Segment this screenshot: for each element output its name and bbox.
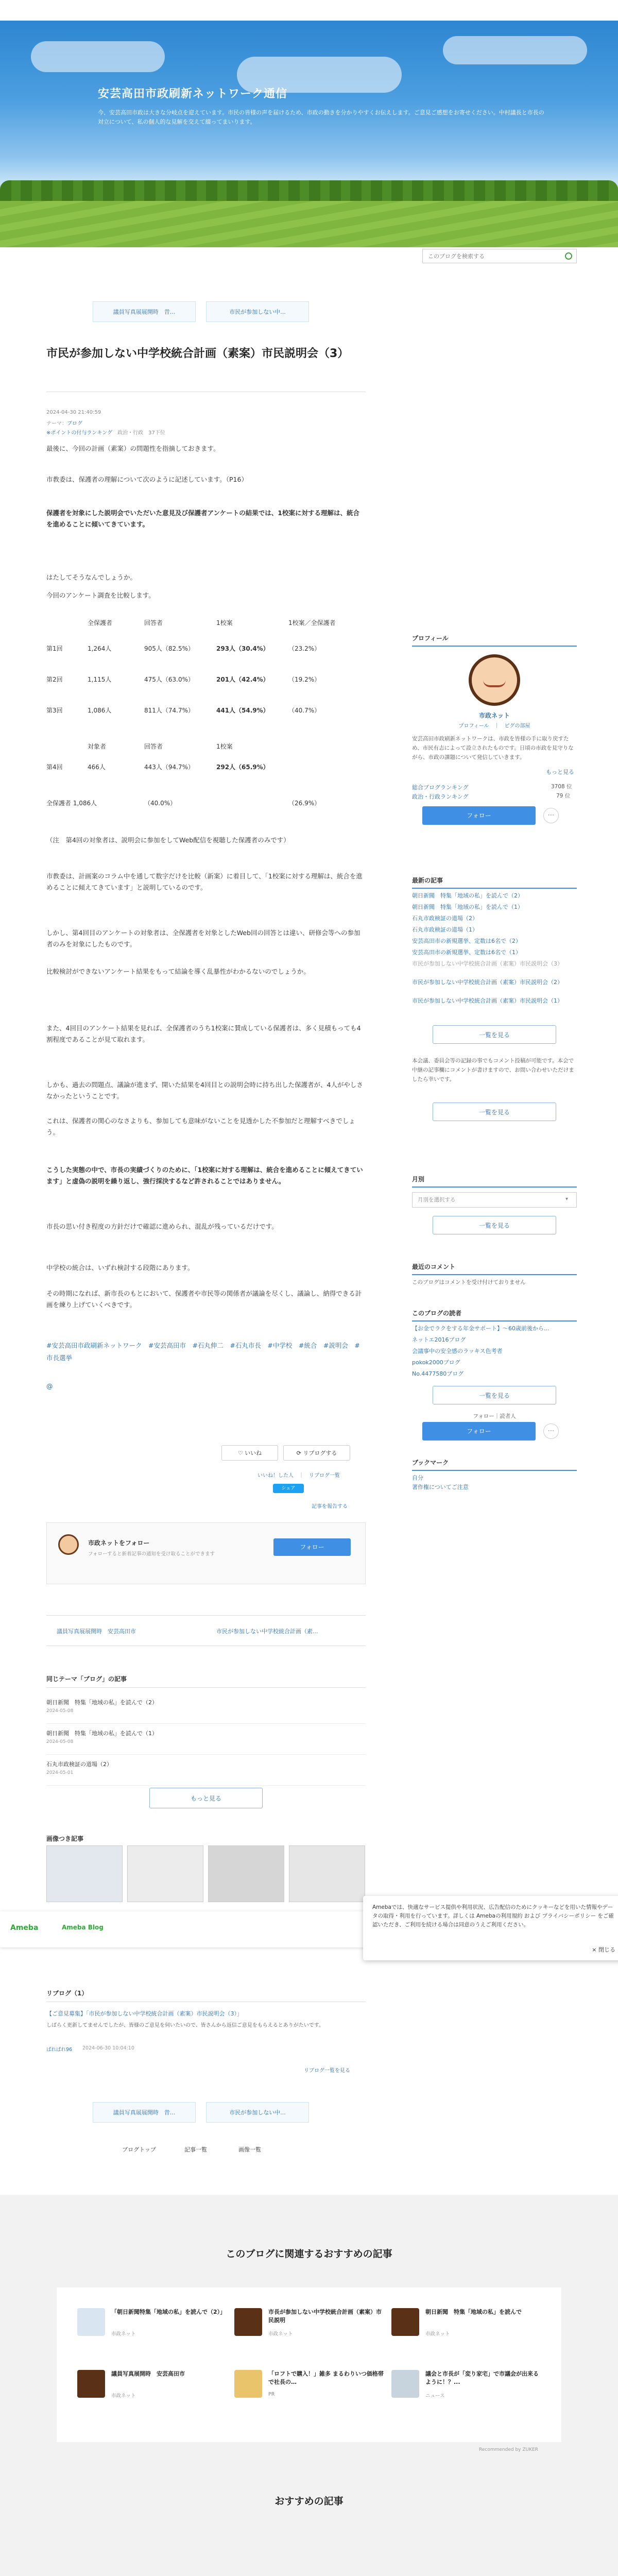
comments-text: このブログはコメントを受け付けておりません: [412, 1279, 526, 1285]
avatar[interactable]: [58, 1534, 79, 1555]
recommend-source: ニュース: [425, 2393, 445, 2399]
survey-table-1: [46, 618, 366, 721]
entry-thumbnail[interactable]: [46, 1845, 123, 1902]
recommend-section: [0, 2195, 618, 2576]
treeline-decoration: [0, 180, 618, 201]
list-item-date: 2024-05-01: [46, 1770, 74, 1775]
share-button[interactable]: シェア: [273, 1484, 304, 1493]
sidebar-entry-link[interactable]: 朝日新聞 特集「地域の私」を読んで（1）: [412, 904, 523, 910]
nav-label: ブログトップ: [50, 252, 88, 260]
table-header: 1校案: [216, 743, 233, 750]
quoted-paragraph: 保護者を対象にした説明会でいただいた意見及び保護者アンケートの結果では、1校案に対する理解は、統合を進めることに傾いてきています。: [46, 509, 359, 528]
reblog-author[interactable]: ぱれぱれ96: [46, 2047, 73, 2053]
entry-theme: [46, 419, 82, 427]
recommend-source: 市政ネット: [268, 2331, 293, 2337]
recommend-source: 市政ネット: [111, 2393, 136, 2399]
reaction-row: [221, 1445, 376, 1466]
like-count-link: いいね！した人 ｜ リブログ一覧: [258, 1473, 340, 1479]
recommend-title[interactable]: 市長が参加しない中学校統合計画（素案）市民説明: [268, 2309, 382, 2324]
recommend-title[interactable]: 議員写真展開時 安芸高田市: [111, 2370, 185, 2377]
sidebar-entry-link[interactable]: 安芸高田市の新規選挙、定数は6名で（1）: [412, 949, 521, 956]
paragraph: しかも、過去の問題点、議論が進まず、開いた結果を4回目との説明会時に持ち出した保護者が、4人がやしさなかったということです。: [46, 1081, 363, 1100]
report-link: [312, 1502, 348, 1510]
recommend-thumbnail: [77, 2370, 105, 2398]
readers-more-button[interactable]: 一覧を見る: [433, 1386, 556, 1404]
list-icon: [98, 252, 104, 259]
reader-link[interactable]: ネットエ2016ブログ: [412, 1336, 466, 1343]
recommend-item[interactable]: [391, 2308, 546, 2349]
table-cell: 1,086人: [88, 707, 112, 714]
like-users-link[interactable]: いいね！した人: [258, 1473, 294, 1479]
sidebar-entry-link[interactable]: 朝日新聞 特集「地域の私」を読んで（2）: [412, 892, 523, 899]
paragraph: これは、保護者の関心のなさよりも、参加しても意味がないことを見透かした不参加だと理解すべきでしょう。: [46, 1117, 355, 1136]
table-cell: 第1回: [46, 645, 63, 652]
paragraph: 市長の思い付き程度の方針だけで確認に進められ、混乱が残っているだけです。: [46, 1223, 278, 1230]
reader-link[interactable]: pokok2000ブログ: [412, 1359, 460, 1366]
hashtag-list[interactable]: #安芸高田市政刷新ネットワーク #安芸高田市 #石丸伸二 #石丸市長 #中学校 #統合 #説明会 #市長選挙: [46, 1342, 360, 1362]
more-button[interactable]: もっと見る: [149, 1788, 263, 1808]
entry-thumbnail[interactable]: [127, 1845, 203, 1902]
table-header: 回答者: [144, 743, 163, 750]
table-header: 全保護者: [88, 619, 113, 626]
next-entry-link[interactable]: 市民が参加しない中学校統合計画（素...: [216, 1628, 318, 1635]
blog-search-input[interactable]: [423, 249, 557, 263]
sidebar-note: 本会議、委員会等の記録の事でもコメント投稿が可能です。本会で中継の記事欄にコメントが書けますので、お問い合わせいただけましたら幸いです。: [412, 1058, 574, 1082]
recommend-item[interactable]: [234, 2308, 389, 2349]
section-heading: プロフィール: [412, 634, 577, 647]
recommend-thumbnail: [391, 2370, 419, 2398]
blog-search[interactable]: [422, 249, 577, 263]
ameba-blog-logo[interactable]: Ameba Blog: [62, 1924, 104, 1931]
recommend-credit[interactable]: Recommended by ZUKER: [479, 2447, 538, 2452]
readers-label: フォロー｜読者人: [473, 1413, 516, 1419]
follow-button[interactable]: フォロー: [422, 1422, 536, 1440]
reblog-all-link[interactable]: リブログ一覧を見る: [304, 2068, 350, 2074]
section-heading: 最近のコメント: [412, 1262, 577, 1275]
entry-prevnext: [46, 1615, 366, 1646]
table-cell: 第3回: [46, 707, 63, 714]
recommend-thumbnail: [234, 2370, 262, 2398]
profile-text: 安芸高田市政刷新ネットワークは、市政を皆様の手に取り戻すため、市民有志によって設立されたものです。日頃の市政を見守りながら、市政の課題について発信していきます。: [412, 736, 574, 760]
table-header: 対象者: [88, 743, 107, 750]
entry-thumbnail[interactable]: [208, 1845, 284, 1902]
reblog-quote: しばらく更新してませんでしたが、皆様のご意見を伺いたいので、皆さんから返信ご意見をもらえるとありがたいです。: [46, 2023, 324, 2028]
table-row: [46, 644, 366, 654]
table-cell: 全保護者 1,086人: [46, 800, 97, 807]
reblog-button[interactable]: [283, 1445, 350, 1461]
profile-name[interactable]: 市政ネット: [478, 712, 510, 719]
recommend-thumbnail: [391, 2308, 419, 2336]
sidebar-entry-link-current[interactable]: 市民が参加しない中学校統合計画（素案）市民説明会（3）: [412, 960, 563, 967]
entry-ranking: [46, 428, 165, 436]
section-heading: 画像つき記事: [46, 1835, 84, 1842]
paragraph: はたしてそうなんでしょうか。: [46, 573, 137, 581]
entry-thumbnail[interactable]: [289, 1845, 365, 1902]
pager-bottom: [93, 2102, 309, 2123]
recommend-thumbnail: [234, 2308, 262, 2336]
next-entry-link[interactable]: 市民が参加しない中...: [206, 2102, 309, 2123]
blog-title[interactable]: 安芸高田市政刷新ネットワーク通信: [98, 88, 288, 100]
list-item-title[interactable]: 朝日新聞 特集「地域の私」を読んで（2）: [46, 1699, 158, 1706]
section-heading: このブログの読者: [412, 1309, 577, 1321]
archive-select[interactable]: 月別を選択する: [412, 1192, 577, 1208]
sidebar-entry-link[interactable]: 市民が参加しない中学校統合計画（素案）市民説明会（1）: [412, 997, 563, 1004]
paragraph: こうした実態の中で、市長の実績づくりのために、「1校案に対する理解は、統合を進めることに傾えてきています」と虚偽の説明を繰り返し、強行採決するなど許されることではありません。: [46, 1166, 363, 1185]
reblog-date: 2024-06-30 10:04:10: [82, 2045, 134, 2051]
table-cell: （40.7%）: [288, 707, 321, 714]
bookmark-mark[interactable]: @: [46, 1382, 53, 1390]
like-button[interactable]: [221, 1445, 278, 1461]
sidebar-readers: [412, 1309, 577, 1448]
table-header-row: [46, 742, 366, 752]
sidebar-archive: [412, 1175, 577, 1247]
recommend-item[interactable]: [77, 2370, 232, 2411]
table-cell: （40.0%）: [144, 800, 177, 807]
section-heading: 同じテーマ「ブログ」の記事: [46, 1674, 366, 1688]
recommend-source: 市政ネット: [425, 2331, 450, 2337]
ranking-link[interactable]: 総合ブログランキング: [412, 784, 469, 791]
header-banner: [0, 21, 618, 247]
table-cell: 293人（30.4%）: [216, 645, 269, 652]
like-label: いいね: [245, 1450, 262, 1456]
reblog-section: [46, 1989, 366, 2074]
sidebar-latest: [412, 876, 577, 1164]
bottom-nav: [113, 2143, 288, 2159]
prev-entry-link[interactable]: 議員写真展展開時 昔...: [93, 301, 196, 322]
table-row: [46, 706, 366, 716]
section-heading: 月別: [412, 1175, 577, 1188]
close-button[interactable]: × 閉じる: [592, 1946, 615, 1953]
person-icon: [191, 252, 197, 259]
same-theme-section: [46, 1674, 366, 1775]
recommend-item[interactable]: [77, 2308, 232, 2349]
reader-link[interactable]: No.4477580ブログ: [412, 1370, 464, 1377]
report-entry-link[interactable]: 記事を報告する: [312, 1504, 348, 1510]
paragraph: その時期になれば、新市長のもとにおいて、保護者や市民等の関係者が議論を尽くし、議論し、納得できる計画を練り上げていくべきです。: [46, 1290, 362, 1309]
nav-readers[interactable]: [191, 247, 225, 265]
recommend-box: [57, 2287, 561, 2442]
pager-top: [93, 301, 309, 322]
ranking-value: 3708 位: [551, 784, 572, 790]
follow-card-desc: フォローすると新着記事の通知を受け取ることができます: [88, 1551, 215, 1557]
recommend-title[interactable]: 「朝日新聞特集「地域の私」を読んで（2）」: [111, 2309, 226, 2315]
ranking-detail: 政治・行政 37下位: [117, 430, 165, 436]
nav-image-list[interactable]: 画像一覧: [227, 2143, 273, 2157]
cookie-text: Amebaでは、快適なサービス提供や利用状況、広告配信のためにクッキーなどを用いた情報やデータの取得・利用を行っています。詳しくは Amebaの利用規約 および プライバシーポリシー をご確認いただき、ご利用を続ける場合は同意のうえご利用ください。: [372, 1904, 614, 1928]
list-item[interactable]: [46, 1757, 366, 1786]
ranking-link[interactable]: 政治・行政ランキング: [412, 793, 469, 800]
table-cell: 443人（94.7%）: [144, 764, 195, 771]
nav-image-list[interactable]: [144, 247, 178, 265]
follow-card: [46, 1522, 366, 1584]
search-icon[interactable]: [565, 252, 572, 260]
list-item-date: 2024-05-08: [46, 1708, 74, 1714]
sidebar-entry-link[interactable]: 石丸市政検証の道場（1）: [412, 926, 478, 933]
more-icon[interactable]: ⋯: [543, 1423, 559, 1439]
cloud-decoration: [31, 41, 165, 72]
nav-blog-top[interactable]: [41, 247, 88, 265]
paragraph: 市教委は、保護者の理解について次のように記述しています。（P16）: [46, 476, 248, 483]
blog-description: 今、安芸高田市政は大きな分岐点を迎えています。市民の皆様の声を届けるため、市政の動きを分かりやすくお伝えします。ご意見ご感想をお寄せください。中村議長と市長の対立について、私の個人的な見解を交えて綴ってまいります。: [98, 109, 544, 125]
more-icon[interactable]: ⋯: [543, 808, 559, 823]
table-cell: （19.2%）: [288, 676, 321, 683]
table-note: （注 第4回の対象者は、説明会に参加をしてWeb配信を視聴した保護者のみです）: [46, 836, 290, 844]
survey-table-2: [46, 742, 366, 819]
recommend-title[interactable]: 朝日新聞 特集「地域の私」を読んで: [425, 2309, 522, 2315]
recommend-item[interactable]: [234, 2370, 389, 2411]
table-cell: 第4回: [46, 764, 63, 771]
recommend-source: 市政ネット: [111, 2331, 136, 2337]
table-cell: 466人: [88, 764, 106, 771]
next-entry-link[interactable]: 市民が参加しない中...: [206, 301, 309, 322]
sidebar-profile: [412, 634, 577, 871]
table-row: [46, 762, 366, 773]
ranking-value: 79 位: [556, 793, 571, 799]
table-cell: 1,115人: [88, 676, 112, 683]
profile-more-link[interactable]: もっと見る: [546, 769, 574, 775]
paragraph: 中学校の統合は、いずれ検討する段階にあります。: [46, 1264, 194, 1272]
blog-nav: [41, 247, 577, 265]
table-row: [46, 799, 366, 809]
cloud-decoration: [443, 36, 587, 64]
sidebar-comments: [412, 1262, 577, 1298]
reader-link[interactable]: 【お金でラクをする年金サポート】〜60歳前後から...: [412, 1325, 550, 1332]
theme-link[interactable]: ブログ: [67, 421, 82, 427]
home-icon: [41, 252, 47, 259]
paragraph: 最後に、今回の計画（素案）の問題性を指摘しておきます。: [46, 445, 220, 452]
reblog-label: リブログする: [303, 1450, 337, 1456]
list-item-title[interactable]: 石丸市政検証の道場（2）: [46, 1761, 112, 1768]
table-header: 1校案／全保護者: [288, 619, 336, 626]
image-entries: [46, 1834, 366, 1843]
recommend-title[interactable]: 議会と市長が「変り家宅」で市議会が出来るように！？...: [425, 2370, 539, 2385]
entry-title[interactable]: 市民が参加しない中学校統合計画（素案）市民説明会（3）: [46, 347, 349, 360]
recommend-title[interactable]: 「ロフトで購入！」雑多 まるわりいつ価格帯で社長の…: [268, 2370, 384, 2385]
follow-card-name[interactable]: 市政ネットをフォロー: [88, 1539, 150, 1547]
recommend-footer-heading: おすすめの記事: [274, 2496, 344, 2507]
prev-entry-link[interactable]: 議員写真展展開時 安芸高田市: [57, 1628, 136, 1635]
table-row: [46, 675, 366, 685]
table-cell: 441人（54.9%）: [216, 707, 269, 714]
nav-label: 画像一覧: [153, 252, 179, 260]
archive-more-button[interactable]: 一覧を見る: [433, 1216, 556, 1234]
bookmark-link[interactable]: 自分: [412, 1475, 423, 1481]
reblog-icon: ⟳: [296, 1450, 303, 1456]
profile-links[interactable]: プロフィール ｜ ピグの部屋: [458, 723, 530, 729]
field-decoration: [0, 201, 618, 247]
profile-avatar[interactable]: [469, 654, 520, 706]
reblog-list-link[interactable]: リブログ一覧: [309, 1473, 340, 1479]
sidebar-entry-link[interactable]: 石丸市政検証の道場（2）: [412, 915, 478, 922]
recommend-source: PR: [268, 2392, 275, 2397]
ranking-link[interactable]: ※ポイントの付与ランキング: [46, 430, 113, 436]
paragraph: 今回のアンケート調査を比較します。: [46, 591, 155, 599]
table-header-row: [46, 618, 366, 629]
table-cell: 475人（63.0%）: [144, 676, 195, 683]
ameba-logo[interactable]: Ameba: [10, 1924, 39, 1932]
follow-button[interactable]: フォロー: [422, 806, 536, 825]
theme-label: テーマ：: [46, 421, 67, 427]
table-header: 回答者: [144, 619, 163, 626]
table-cell: 811人（74.7%）: [144, 707, 195, 714]
bookmark-link[interactable]: 著作権についてご注意: [412, 1484, 469, 1490]
table-cell: 905人（82.5%）: [144, 645, 195, 652]
nav-entry-list[interactable]: [98, 247, 132, 265]
list-item-title[interactable]: 朝日新聞 特集「地域の私」を読んで（1）: [46, 1730, 158, 1737]
recommend-item[interactable]: [391, 2370, 546, 2411]
recommend-thumbnail: [77, 2308, 105, 2336]
nav-blog-top[interactable]: ブログトップ: [113, 2143, 165, 2157]
nav-label: 記事一覧: [107, 252, 132, 260]
list-item[interactable]: [46, 1726, 366, 1755]
sidebar-entry-link[interactable]: 市民が参加しない中学校統合計画（素案）市民説明会（2）: [412, 979, 563, 986]
sidebar-note-more-button[interactable]: 一覧を見る: [433, 1103, 556, 1121]
sidebar-entry-link[interactable]: 安芸高田市の新規選挙、定数は6名で（2）: [412, 938, 521, 944]
reader-link[interactable]: 会議事中の安全感のラッキス色考者: [412, 1348, 503, 1354]
nav-entry-list[interactable]: 記事一覧: [173, 2143, 219, 2157]
table-cell: （26.9%）: [288, 800, 321, 807]
section-heading: ブックマーク: [412, 1458, 577, 1471]
recommend-heading: このブログに関連するおすすめの記事: [226, 2248, 392, 2260]
image-icon: [144, 252, 150, 259]
prev-entry-link[interactable]: 議員写真展展開時 昔...: [93, 2102, 196, 2123]
table-cell: 292人（65.9%）: [216, 764, 269, 771]
entry-date: 2024-04-30 21:40:59: [46, 410, 101, 415]
table-header: 1校案: [216, 619, 233, 626]
table-cell: 201人（42.4%）: [216, 676, 269, 683]
section-heading: リブログ（1）: [46, 1989, 366, 2002]
section-heading: 最新の記事: [412, 876, 577, 889]
list-item-date: 2024-05-08: [46, 1739, 74, 1744]
latest-more-button[interactable]: 一覧を見る: [433, 1025, 556, 1044]
table-cell: 第2回: [46, 676, 63, 683]
reblog-item-title[interactable]: 【ご意見募集】「市民が参加しない中学校統合計画（素案）市民説明会（3）」: [46, 2010, 243, 2017]
table-cell: （23.2%）: [288, 645, 321, 652]
paragraph: また、4回目のアンケート結果を見れば、全保護者のうち1校案に賛成している保護者は、多く見積もっても4割程度であることが見て取れます。: [46, 1024, 361, 1043]
paragraph: 比較検討ができないアンケート結果をもって結論を導く乱暴性がわかるないのでしょうか。: [46, 968, 310, 975]
chevron-down-icon: ▾: [565, 1196, 569, 1202]
nav-label: 読者一覧: [200, 252, 225, 260]
paragraph: しかし、第4回目のアンケートの対象者は、全保護者を対象としたWeb回の回答とは違い、研修会等への参加者のみを対象にしたものです。: [46, 929, 360, 948]
sidebar-bookmarks: [412, 1458, 577, 1499]
heart-icon: ♡: [237, 1450, 245, 1456]
list-item[interactable]: [46, 1695, 366, 1724]
paragraph: 市教委は、計画案のコラム中を通して数字だけを比較（新案）に着目して、「1校案に対する理解は、統合を進めることに傾えてきています」と説明しているのです。: [46, 872, 363, 891]
cookie-notice: [363, 1896, 618, 1960]
follow-button[interactable]: フォロー: [273, 1538, 351, 1556]
table-cell: 1,264人: [88, 645, 112, 652]
